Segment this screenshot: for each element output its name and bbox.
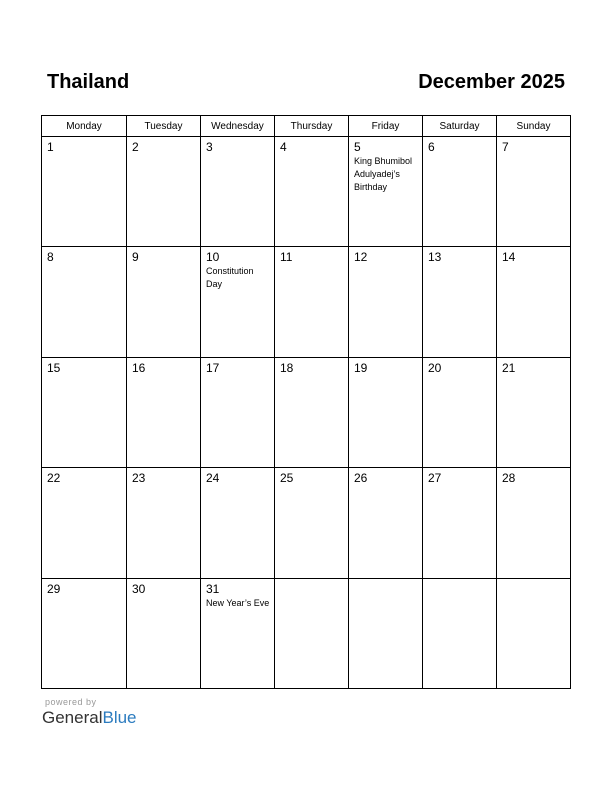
day-number: 22: [47, 471, 61, 486]
country-title: Thailand: [47, 71, 130, 93]
weekday-wednesday: Wednesday: [201, 116, 275, 137]
day-number: 19: [354, 360, 368, 375]
day-number: 31: [206, 581, 220, 596]
day-cell: [497, 468, 571, 578]
day-cell: [201, 137, 275, 247]
day-cell: [423, 357, 497, 467]
day-cell: [497, 357, 571, 467]
day-cell: [423, 468, 497, 578]
day-number: 3: [206, 140, 213, 154]
holiday-label: New Year’s Eve: [206, 597, 270, 608]
weekday-saturday: Saturday: [423, 116, 497, 137]
day-cell: [349, 137, 423, 247]
day-cell: [201, 468, 275, 578]
day-number: 30: [132, 581, 146, 596]
day-cell: [349, 247, 423, 357]
day-cell: [275, 468, 349, 578]
day-cell: [275, 137, 349, 247]
logo-text-general: General: [42, 708, 103, 727]
weekday-thursday: Thursday: [275, 116, 349, 137]
day-number: 25: [280, 471, 294, 486]
day-number: 1: [47, 140, 54, 154]
day-number: 5: [354, 140, 361, 154]
day-number: 12: [354, 250, 368, 265]
day-number: 26: [354, 471, 368, 486]
month-title: December 2025: [418, 71, 565, 93]
weekday-friday: Friday: [349, 116, 423, 137]
weekday-sunday: Sunday: [497, 116, 571, 137]
day-cell: [349, 357, 423, 467]
day-cell: [275, 578, 349, 688]
day-cell: [423, 247, 497, 357]
day-number: 2: [132, 140, 139, 154]
day-number: 17: [206, 360, 220, 375]
day-number: 11: [280, 250, 293, 265]
day-cell: [42, 137, 127, 247]
day-number: 23: [132, 471, 146, 486]
generalblue-logo[interactable]: [42, 708, 137, 728]
day-cell: [127, 468, 201, 578]
day-number: 27: [428, 471, 442, 486]
day-number: 20: [428, 360, 442, 375]
day-cell: [127, 247, 201, 357]
week-row: [42, 247, 571, 357]
day-cell: [201, 578, 275, 688]
day-cell: [127, 137, 201, 247]
week-row: [42, 357, 571, 467]
weekday-header-row: [42, 116, 571, 137]
day-cell: [349, 468, 423, 578]
weekday-monday: Monday: [42, 116, 127, 137]
day-number: 4: [280, 140, 287, 154]
logo-text-blue: Blue: [102, 708, 137, 727]
day-cell: [275, 247, 349, 357]
day-cell: [201, 247, 275, 357]
day-cell: [42, 247, 127, 357]
day-cell: [42, 578, 127, 688]
weekday-tuesday: Tuesday: [127, 116, 201, 137]
day-number: 14: [502, 250, 516, 265]
day-cell: [497, 578, 571, 688]
day-cell: [423, 137, 497, 247]
day-cell: [497, 247, 571, 357]
day-cell: [42, 468, 127, 578]
holiday-label: Constitution Day: [206, 266, 254, 290]
powered-by-label: powered by: [45, 697, 97, 707]
day-cell: [42, 357, 127, 467]
day-number: 24: [206, 471, 220, 486]
day-number: 18: [280, 360, 294, 375]
day-cell: [349, 578, 423, 688]
day-number: 29: [47, 581, 61, 596]
day-number: 9: [132, 250, 139, 265]
day-number: 10: [206, 250, 220, 265]
week-row: [42, 578, 571, 688]
calendar-grid: [41, 115, 571, 689]
day-number: 6: [428, 140, 435, 154]
day-number: 7: [502, 140, 509, 154]
day-cell: [201, 357, 275, 467]
day-cell: [127, 578, 201, 688]
day-number: 28: [502, 471, 516, 486]
day-number: 13: [428, 250, 442, 265]
day-cell: [127, 357, 201, 467]
day-number: 16: [132, 360, 146, 375]
day-cell: [275, 357, 349, 467]
holiday-label: King Bhumibol Adulyadej’s Birthday: [354, 156, 413, 192]
day-number: 21: [502, 360, 516, 375]
week-row: [42, 137, 571, 247]
week-row: [42, 468, 571, 578]
day-number: 15: [47, 360, 61, 375]
day-number: 8: [47, 250, 54, 265]
day-cell: [497, 137, 571, 247]
day-cell: [423, 578, 497, 688]
